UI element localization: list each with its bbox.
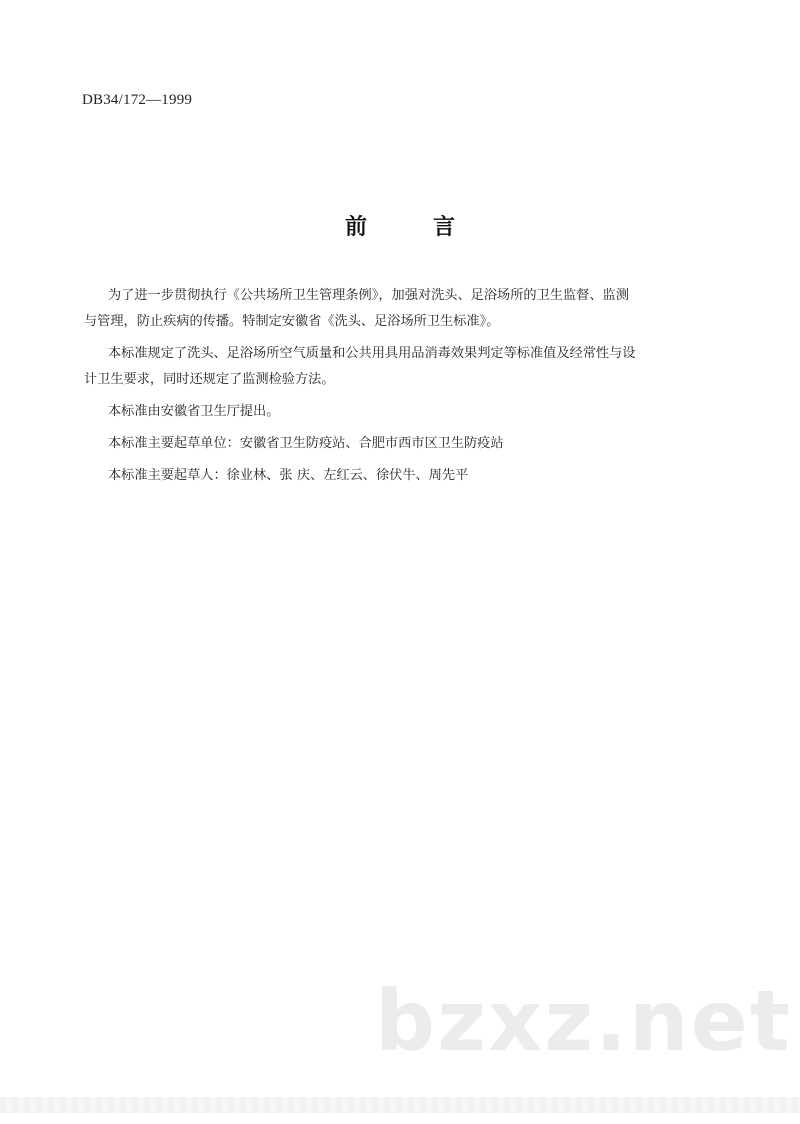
paragraph-line: 本标准主要起草单位：安徽省卫生防疫站、合肥市西市区卫生防疫站 (108, 436, 504, 451)
paragraph-line: 本标准主要起草人：徐业林、张 庆、左红云、徐伏牛、周先平 (108, 468, 469, 483)
paragraph-drafting-units (108, 431, 708, 457)
page-title (0, 210, 800, 241)
foreword-body (84, 283, 708, 495)
watermark: bzxz.net (375, 972, 792, 1070)
paragraph-line: 计卫生要求，同时还规定了监测检验方法。 (84, 372, 335, 387)
paragraph-proposer (108, 399, 708, 425)
paragraph-line: 为了进一步贯彻执行《公共场所卫生管理条例》，加强对洗头、足浴场所的卫生监督、监测 (108, 288, 629, 303)
paragraph-line: 与管理，防止疾病的传播。特制定安徽省《洗头、足浴场所卫生标准》。 (84, 314, 500, 329)
paragraph-scope (84, 341, 708, 393)
paragraph-purpose (84, 283, 708, 335)
paragraph-drafters (108, 463, 708, 489)
scan-edge-strip (0, 1097, 800, 1113)
document-code: DB34/172—1999 (82, 92, 193, 108)
title-char-1: 前 (344, 215, 367, 240)
paragraph-line: 本标准规定了洗头、足浴场所空气质量和公共用具用品消毒效果判定等标准值及经常性与设 (108, 346, 636, 361)
title-char-2: 言 (433, 215, 456, 240)
paragraph-line: 本标准由安徽省卫生厅提出。 (108, 404, 280, 419)
